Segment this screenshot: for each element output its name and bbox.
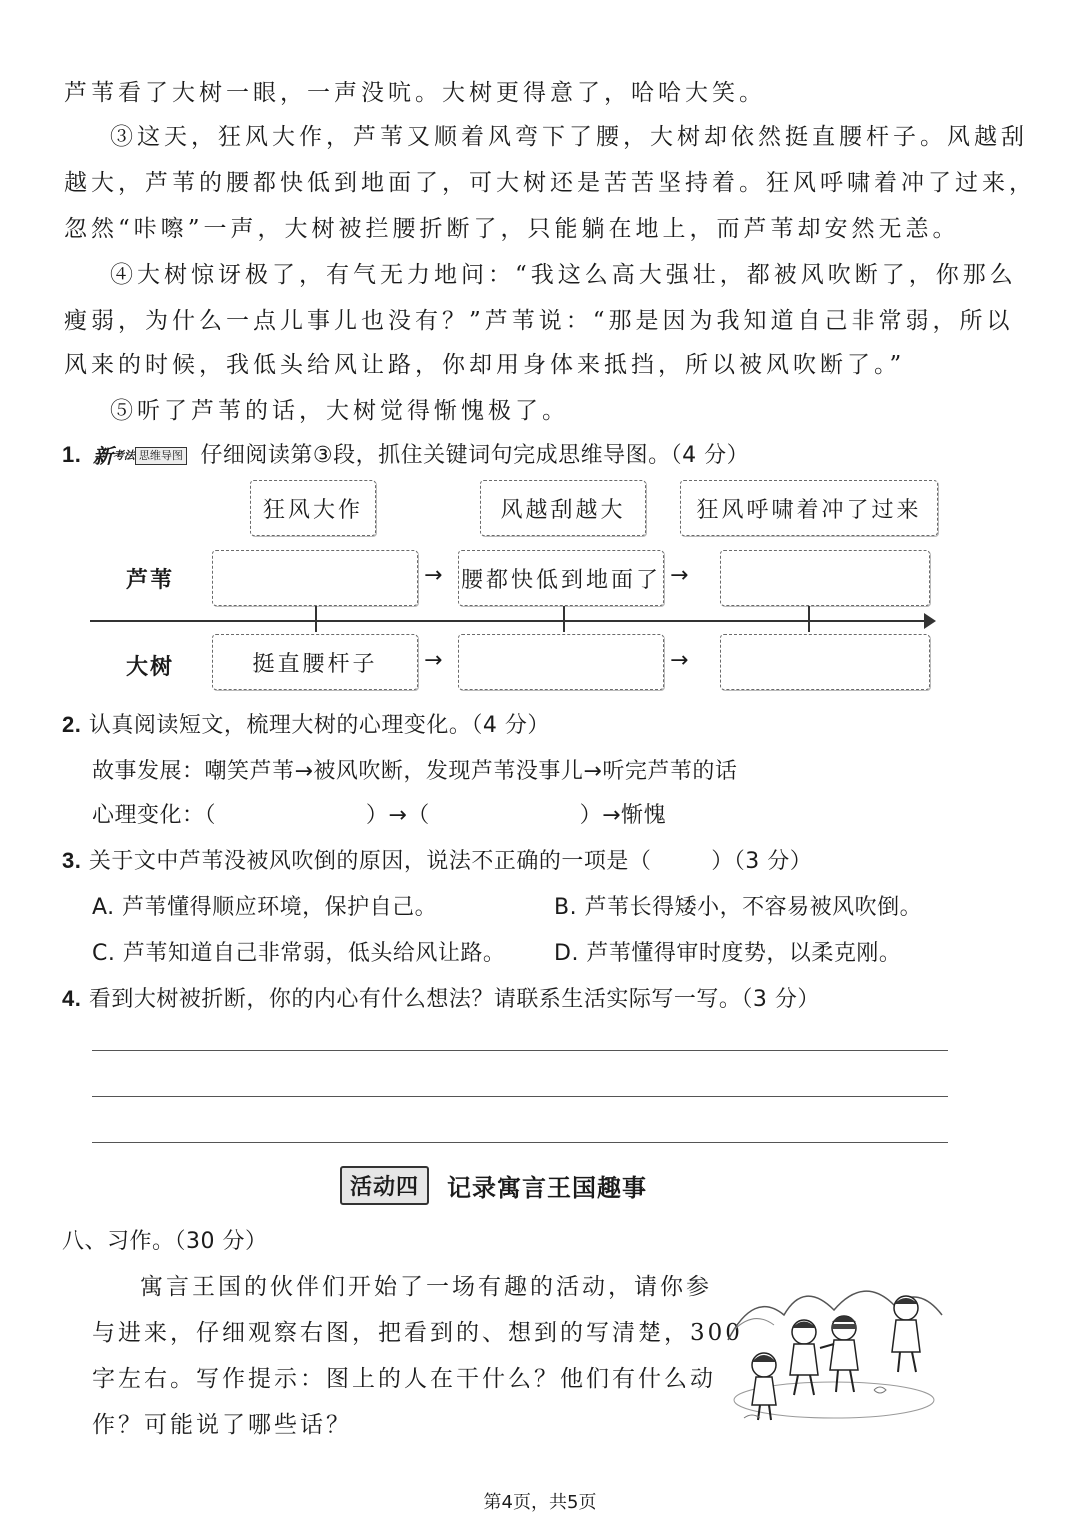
children-playing-illustration (724, 1270, 946, 1430)
passage-line-7: 风来的时候，我低头给风让路，你却用身体来抵挡，所以被风吹断了。” (64, 352, 906, 378)
question-2 (62, 708, 550, 739)
timeline-tick (315, 606, 317, 632)
row-label-tree: 大树 (126, 655, 175, 680)
section-8-heading: 八、习作。（30 分） (62, 1229, 268, 1254)
reed-box-2: 腰都快低到地面了 (458, 550, 664, 606)
option-d[interactable]: D. 芦苇懂得审时度势，以柔克刚。 (554, 941, 902, 966)
question-1 (62, 438, 749, 469)
answer-line[interactable] (92, 1142, 948, 1143)
wind-stage-1: 狂风大作 (250, 480, 376, 536)
timeline-arrowhead-icon (924, 613, 936, 629)
answer-line[interactable] (92, 1096, 948, 1097)
timeline-tick (808, 606, 810, 632)
tree-box-3[interactable] (720, 634, 930, 690)
activity-tag: 活动四 (340, 1166, 429, 1205)
arrow-right-icon: → (424, 648, 443, 673)
writing-prompt-line-3: 字左右。写作提示：图上的人在干什么？他们有什么动 (92, 1366, 716, 1392)
question-2-number: 2. (62, 712, 82, 737)
arrow-right-icon: → (670, 563, 689, 588)
arrow-right-icon: → (424, 563, 443, 588)
mind-change-line[interactable]: 心理变化：（ ）→（ ）→惭愧 (92, 803, 667, 828)
arrow-right-icon: → (670, 648, 689, 673)
wind-stage-2: 风越刮越大 (480, 480, 646, 536)
passage-line-8: ⑤听了芦苇的话，大树觉得惭愧极了。 (110, 398, 569, 424)
option-a[interactable]: A. 芦苇懂得顺应环境，保护自己。 (92, 895, 438, 920)
writing-prompt-line-1: 寓言王国的伙伴们开始了一场有趣的活动，请你参 (140, 1274, 712, 1300)
passage-line-1: 芦苇看了大树一眼，一声没吭。大树更得意了，哈哈大笑。 (64, 80, 766, 106)
timeline-tick (563, 606, 565, 632)
question-1-text: 仔细阅读第③段，抓住关键词句完成思维导图。（4 分） (200, 443, 750, 468)
answer-line[interactable] (92, 1050, 948, 1051)
question-3-number: 3. (62, 848, 82, 873)
question-4-number: 4. (62, 986, 82, 1011)
story-development-line: 故事发展：嘲笑芦苇→被风吹断，发现芦苇没事儿→听完芦苇的话 (92, 759, 738, 784)
question-2-text: 认真阅读短文，梳理大树的心理变化。（4 分） (88, 713, 550, 738)
passage-line-3: 越大，芦苇的腰都快低到地面了，可大树还是苦苦坚持着。狂风呼啸着冲了过来， (64, 170, 1036, 196)
writing-prompt-line-4: 作？可能说了哪些话？ (92, 1412, 352, 1438)
passage-line-5: ④大树惊讶极了，有气无力地问：“我这么高大强壮，都被风吹断了，你那么 (110, 262, 1017, 288)
question-3 (62, 844, 812, 875)
activity-header (340, 1166, 647, 1205)
passage-line-6: 瘦弱，为什么一点儿事儿也没有？”芦苇说：“那是因为我知道自己非常弱，所以 (64, 308, 1014, 334)
passage-line-2: ③这天，狂风大作，芦苇又顺着风弯下了腰，大树却依然挺直腰杆子。风越刮 (110, 124, 1028, 150)
page-number-footer: 第4页，共5页 (483, 1492, 597, 1513)
reed-box-3[interactable] (720, 550, 930, 606)
option-b[interactable]: B. 芦苇长得矮小，不容易被风吹倒。 (554, 895, 923, 920)
new-method-badge: 新考法 思维导图 (93, 447, 187, 465)
writing-prompt-line-2: 与进来，仔细观察右图，把看到的、想到的写清楚，300 (92, 1320, 743, 1346)
activity-title: 记录寓言王国趣事 (447, 1174, 648, 1202)
question-1-number: 1. (62, 442, 82, 467)
question-4-text: 看到大树被折断，你的内心有什么想法？请联系生活实际写一写。（3 分） (88, 987, 820, 1012)
row-label-reed: 芦苇 (126, 568, 175, 593)
option-c[interactable]: C. 芦苇知道自己非常弱，低头给风让路。 (92, 941, 506, 966)
tree-box-1: 挺直腰杆子 (212, 634, 418, 690)
timeline-axis (90, 620, 930, 622)
question-4 (62, 982, 820, 1013)
tree-box-2[interactable] (458, 634, 664, 690)
passage-line-4: 忽然“咔嚓”一声，大树被拦腰折断了，只能躺在地上，而芦苇却安然无恙。 (64, 216, 960, 242)
wind-stage-3: 狂风呼啸着冲了过来 (680, 480, 938, 536)
reed-box-1[interactable] (212, 550, 418, 606)
question-3-text: 关于文中芦苇没被风吹倒的原因，说法不正确的一项是（ ）（3 分） (88, 849, 813, 874)
